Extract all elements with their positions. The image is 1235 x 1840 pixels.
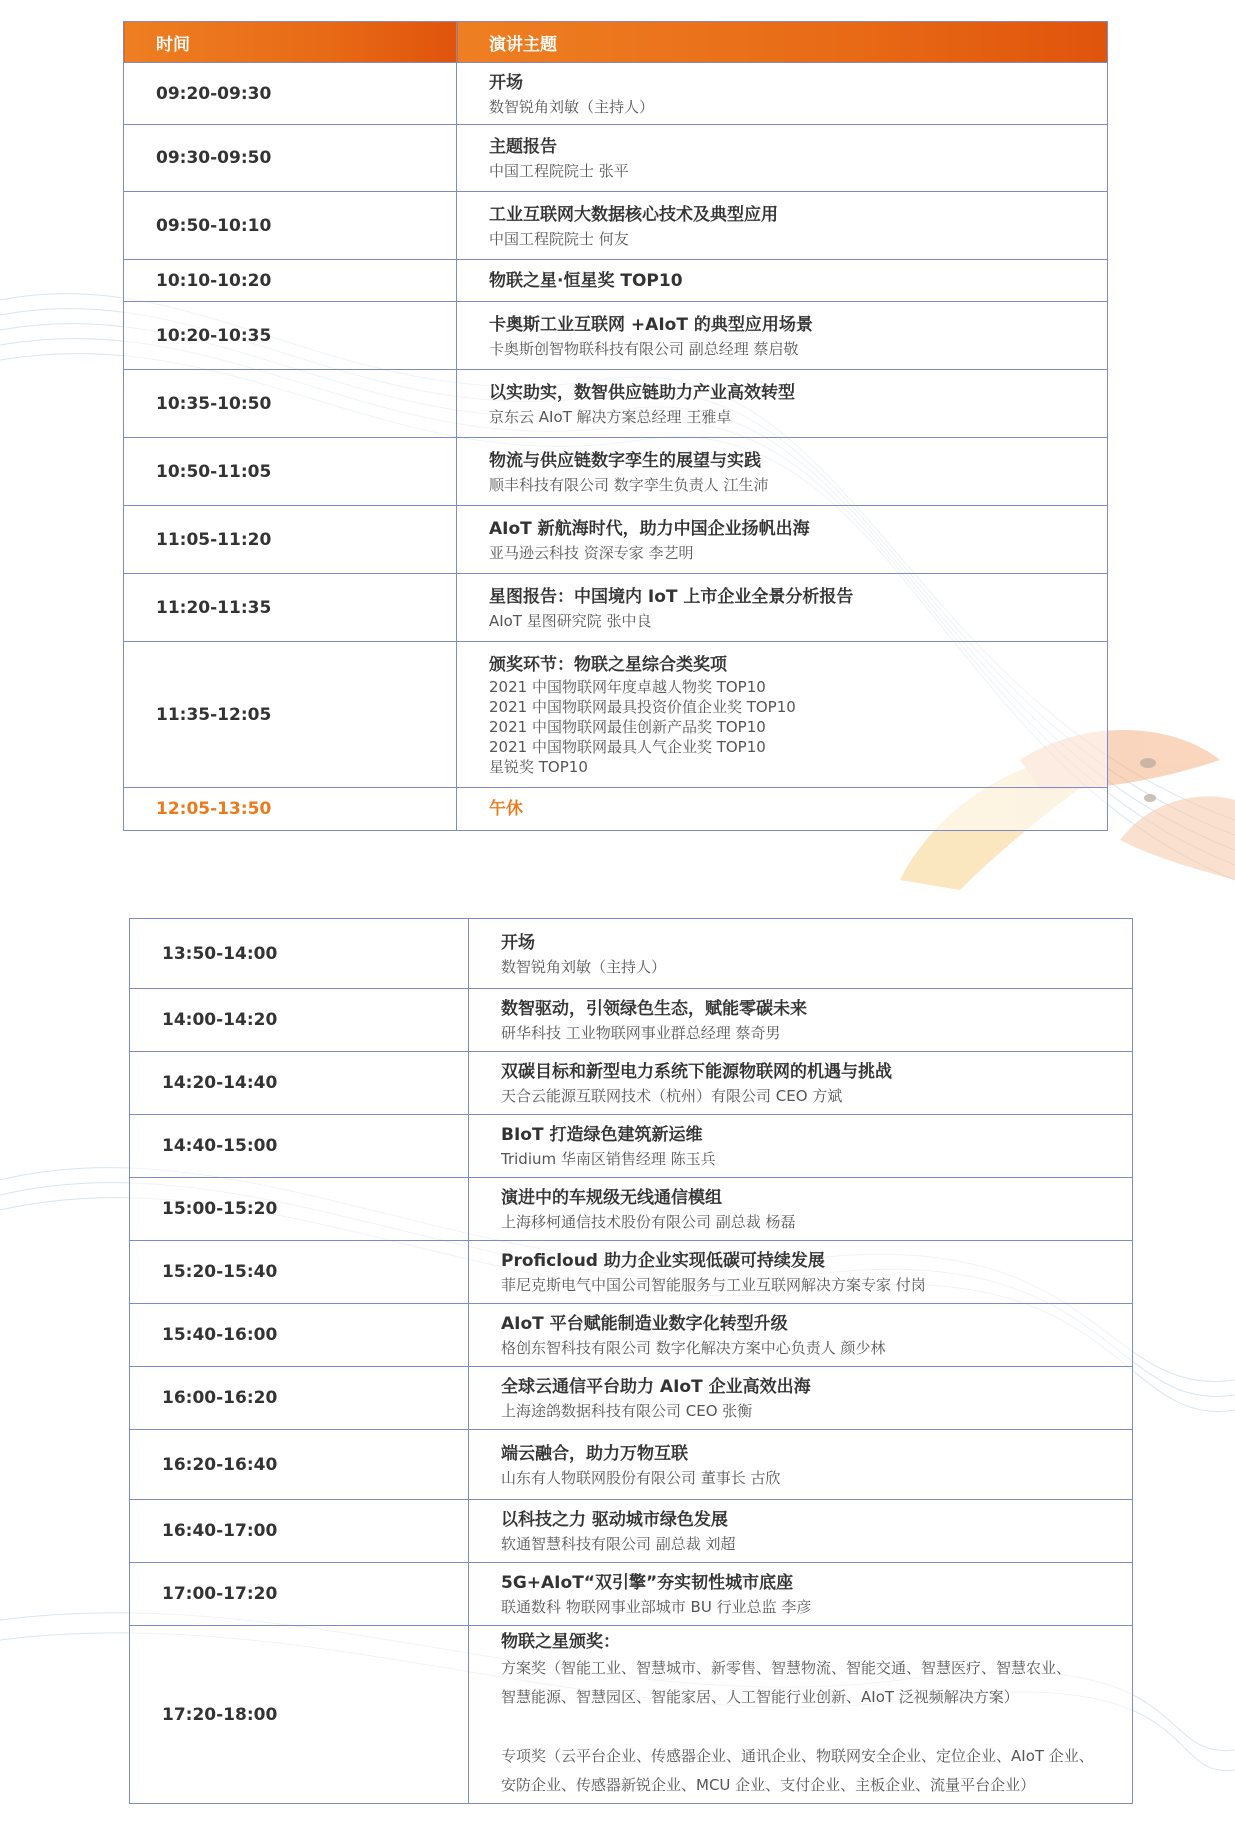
row-time: 17:00-17:20 — [130, 1563, 469, 1626]
row-time: 09:20-09:30 — [124, 63, 457, 125]
topic-title: 星图报告：中国境内 IoT 上市企业全景分析报告 — [489, 586, 854, 607]
topic-title: 主题报告 — [489, 137, 557, 157]
topic-speaker: 天合云能源互联网技术（杭州）有限公司 CEO 方斌 — [501, 1087, 843, 1105]
row-time: 15:20-15:40 — [130, 1241, 469, 1304]
row-time: 13:50-14:00 — [130, 919, 469, 989]
topic-speaker: AIoT 星图研究院 张中良 — [489, 611, 652, 630]
topic-speaker: 京东云 AIoT 解决方案总经理 王雅卓 — [489, 407, 732, 426]
topic-title: 5G+AIoT“双引擎”夯实韧性城市底座 — [501, 1573, 794, 1593]
row-topic — [469, 1115, 1133, 1178]
award-category: 方案奖（智能工业、智慧城市、新零售、智慧物流、智能交通、智慧医疗、智慧农业、 — [501, 1658, 1072, 1677]
topic-title: 物联之星·恒星奖 TOP10 — [489, 270, 683, 291]
row-time: 14:20-14:40 — [130, 1052, 469, 1115]
row-time: 17:20-18:00 — [130, 1626, 469, 1804]
topic-title: 工业互联网大数据核心技术及典型应用 — [489, 204, 778, 225]
row-topic — [457, 192, 1108, 260]
row-topic — [457, 506, 1108, 574]
table-row — [124, 302, 1108, 370]
row-topic — [457, 788, 1108, 831]
row-time: 14:00-14:20 — [130, 989, 469, 1052]
row-time: 09:50-10:10 — [124, 192, 457, 260]
row-time: 10:35-10:50 — [124, 370, 457, 438]
table-row — [124, 370, 1108, 438]
table-header — [124, 22, 1108, 63]
table-row — [130, 1626, 1133, 1804]
row-topic — [469, 989, 1133, 1052]
row-topic — [469, 919, 1133, 989]
topic-title: AIoT 新航海时代，助力中国企业扬帆出海 — [489, 518, 810, 539]
row-topic — [457, 438, 1108, 506]
table-row — [124, 125, 1108, 192]
topic-speaker: 中国工程院院士 张平 — [489, 162, 629, 180]
topic-speaker: 格创东智科技有限公司 数字化解决方案中心负责人 颜少林 — [501, 1339, 886, 1357]
topic-speaker: 数智锐角刘敏（主持人） — [489, 97, 655, 116]
row-time: 10:50-11:05 — [124, 438, 457, 506]
topic-title: 双碳目标和新型电力系统下能源物联网的机遇与挑战 — [501, 1062, 892, 1082]
award-category: 安防企业、传感器新锐企业、MCU 企业、支付企业、主板企业、流量平台企业） — [501, 1775, 1036, 1794]
topic-title: 演进中的车规级无线通信模组 — [501, 1188, 722, 1208]
row-topic — [469, 1500, 1133, 1563]
row-time: 09:30-09:50 — [124, 125, 457, 192]
topic-speaker: 上海移柯通信技术股份有限公司 副总裁 杨磊 — [501, 1213, 796, 1231]
row-time: 11:05-11:20 — [124, 506, 457, 574]
award-item: 2021 中国物联网最具人气企业奖 TOP10 — [489, 737, 766, 756]
table-row — [124, 574, 1108, 642]
topic-speaker: 顺丰科技有限公司 数字孪生负责人 江生沛 — [489, 475, 769, 494]
topic-title: 全球云通信平台助力 AIoT 企业高效出海 — [501, 1377, 811, 1397]
table-row — [124, 642, 1108, 788]
topic-title: Proficloud 助力企业实现低碳可持续发展 — [501, 1251, 825, 1271]
row-topic — [469, 1241, 1133, 1304]
row-time: 15:00-15:20 — [130, 1178, 469, 1241]
topic-title: 以科技之力 驱动城市绿色发展 — [501, 1510, 728, 1530]
topic-title: 端云融合，助力万物互联 — [501, 1443, 688, 1464]
table-row — [124, 63, 1108, 125]
row-topic — [457, 63, 1108, 125]
row-topic — [469, 1304, 1133, 1367]
table-row — [130, 1115, 1133, 1178]
award-item: 星锐奖 TOP10 — [489, 757, 588, 776]
award-item: 2021 中国物联网最佳创新产品奖 TOP10 — [489, 717, 766, 736]
table-row — [124, 192, 1108, 260]
agenda-table-morning — [123, 21, 1108, 831]
topic-speaker: 卡奥斯创智物联科技有限公司 副总经理 蔡启敬 — [489, 339, 799, 358]
row-topic — [457, 574, 1108, 642]
table-row — [130, 1367, 1133, 1430]
row-topic — [457, 302, 1108, 370]
topic-speaker: Tridium 华南区销售经理 陈玉兵 — [501, 1150, 716, 1168]
row-topic — [469, 1430, 1133, 1500]
row-topic — [457, 642, 1108, 788]
header-topic: 演讲主题 — [457, 22, 1108, 63]
row-topic — [469, 1178, 1133, 1241]
table-row — [130, 1430, 1133, 1500]
topic-title: 午休 — [489, 799, 523, 819]
topic-speaker: 数智锐角刘敏（主持人） — [501, 957, 667, 976]
award-category: 专项奖（云平台企业、传感器企业、通讯企业、物联网安全企业、定位企业、AIoT 企业、 — [501, 1746, 1094, 1765]
row-time: 11:35-12:05 — [124, 642, 457, 788]
row-topic — [469, 1563, 1133, 1626]
topic-speaker: 软通智慧科技有限公司 副总裁 刘超 — [501, 1535, 736, 1553]
row-time: 16:20-16:40 — [130, 1430, 469, 1500]
topic-title: 卡奥斯工业互联网 +AIoT 的典型应用场景 — [489, 314, 813, 335]
header-time: 时间 — [124, 22, 457, 63]
topic-title: BIoT 打造绿色建筑新运维 — [501, 1125, 703, 1145]
row-time: 16:00-16:20 — [130, 1367, 469, 1430]
award-item: 2021 中国物联网最具投资价值企业奖 TOP10 — [489, 697, 796, 716]
topic-speaker: 菲尼克斯电气中国公司智能服务与工业互联网解决方案专家 付岗 — [501, 1276, 926, 1294]
topic-speaker: 中国工程院院士 何友 — [489, 229, 629, 248]
row-topic — [469, 1626, 1133, 1804]
topic-title: 开场 — [501, 932, 535, 953]
topic-title: 开场 — [489, 72, 523, 93]
table-row — [130, 1563, 1133, 1626]
row-time: 16:40-17:00 — [130, 1500, 469, 1563]
table-row — [130, 1178, 1133, 1241]
topic-title: 物流与供应链数字孪生的展望与实践 — [489, 450, 761, 471]
row-topic — [457, 260, 1108, 302]
topic-title: 数智驱动，引领绿色生态，赋能零碳未来 — [501, 999, 807, 1019]
row-topic — [457, 125, 1108, 192]
table-row — [130, 989, 1133, 1052]
topic-speaker: 联通数科 物联网事业部城市 BU 行业总监 李彦 — [501, 1598, 812, 1616]
table-row — [124, 260, 1108, 302]
row-time: 15:40-16:00 — [130, 1304, 469, 1367]
topic-speaker: 上海途鸽数据科技有限公司 CEO 张衡 — [501, 1402, 753, 1420]
table-row — [124, 438, 1108, 506]
row-topic — [469, 1052, 1133, 1115]
award-item: 2021 中国物联网年度卓越人物奖 TOP10 — [489, 677, 766, 696]
table-row — [130, 919, 1133, 989]
topic-title: 物联之星颁奖： — [501, 1631, 620, 1652]
agenda-table-afternoon — [129, 918, 1133, 1804]
topic-title: 以实助实，数智供应链助力产业高效转型 — [489, 382, 795, 403]
table-row — [130, 1304, 1133, 1367]
row-time: 14:40-15:00 — [130, 1115, 469, 1178]
award-category: 智慧能源、智慧园区、智能家居、人工智能行业创新、AIoT 泛视频解决方案） — [501, 1687, 1019, 1706]
table-row — [130, 1500, 1133, 1563]
topic-title: AIoT 平台赋能制造业数字化转型升级 — [501, 1314, 788, 1334]
row-topic — [457, 370, 1108, 438]
table-row-lunch — [124, 788, 1108, 831]
row-time: 12:05-13:50 — [124, 788, 457, 831]
topic-speaker: 亚马逊云科技 资深专家 李艺明 — [489, 543, 694, 562]
topic-speaker: 山东有人物联网股份有限公司 董事长 古欣 — [501, 1468, 781, 1487]
row-topic — [469, 1367, 1133, 1430]
topic-speaker: 研华科技 工业物联网事业群总经理 蔡奇男 — [501, 1024, 781, 1042]
row-time: 11:20-11:35 — [124, 574, 457, 642]
table-row — [124, 506, 1108, 574]
row-time: 10:10-10:20 — [124, 260, 457, 302]
table-row — [130, 1052, 1133, 1115]
table-row — [130, 1241, 1133, 1304]
row-time: 10:20-10:35 — [124, 302, 457, 370]
topic-title: 颁奖环节：物联之星综合类奖项 — [489, 654, 727, 675]
